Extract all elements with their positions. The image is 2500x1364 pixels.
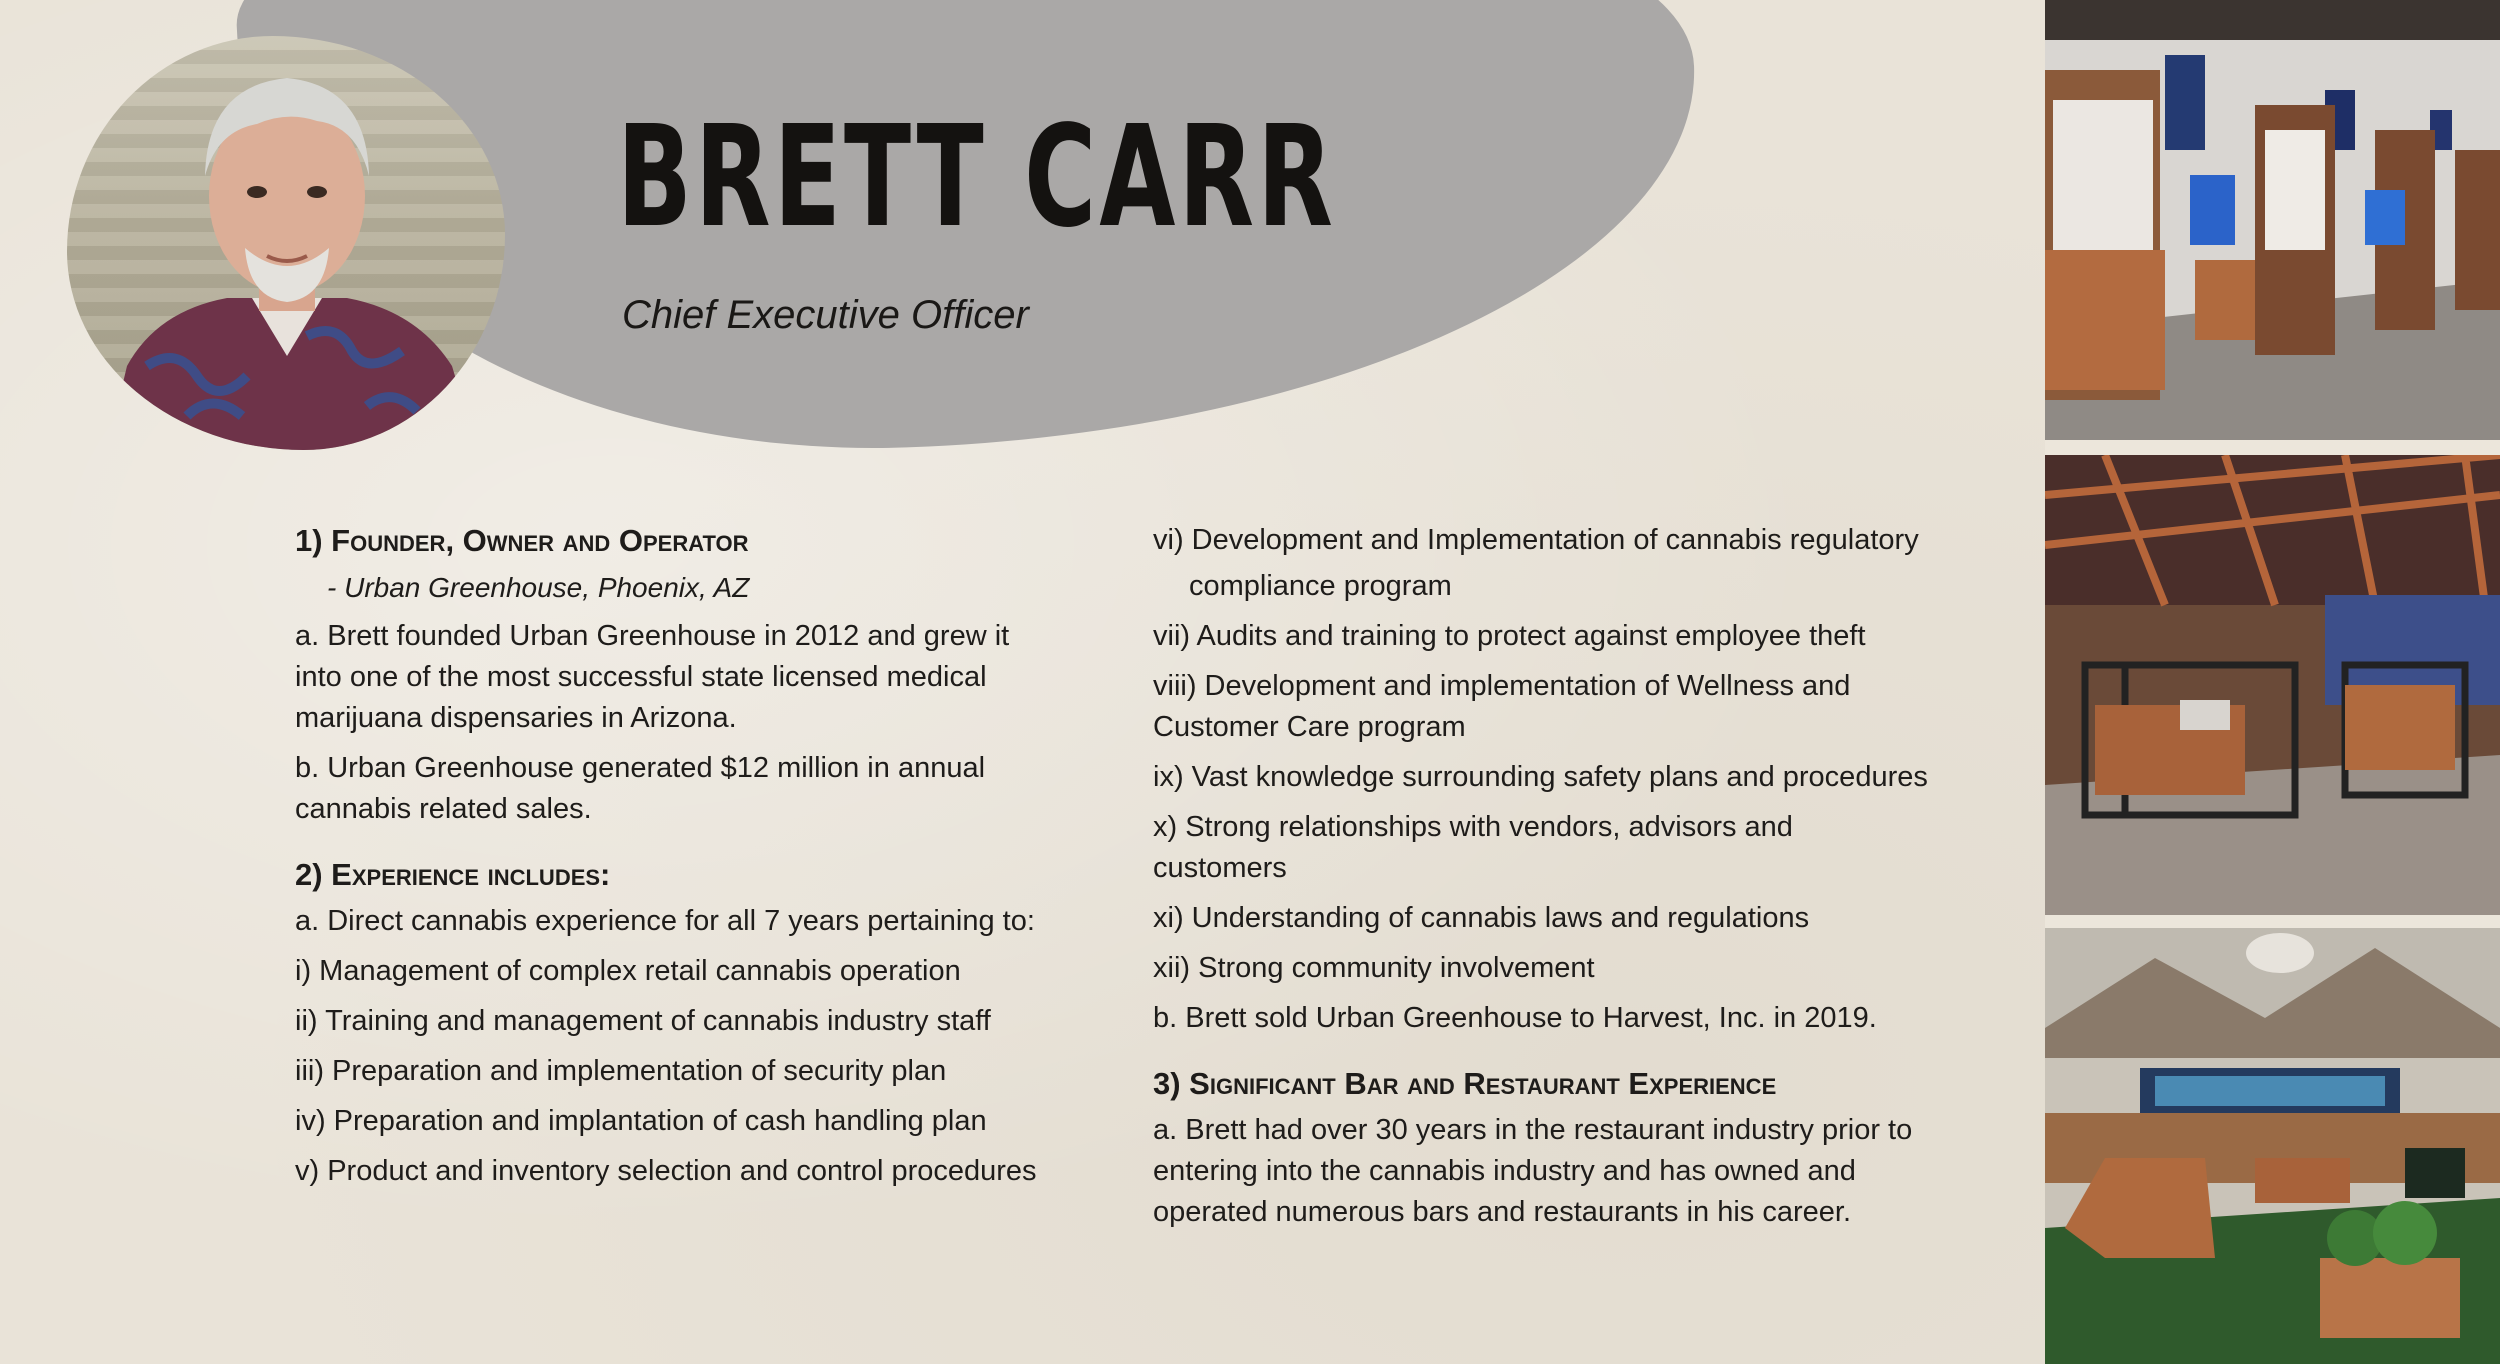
- section-heading: 1) Founder, Owner and Operator: [295, 523, 749, 558]
- list-item: a. Direct cannabis experience for all 7 years pertaining to:: [295, 905, 1035, 937]
- section-heading: 2) Experience includes:: [295, 857, 611, 892]
- list-item: x) Strong relationships with vendors, advisors and customers: [1153, 811, 1793, 884]
- list-item: viii) Development and implementation of Wellness and Customer Care program: [1153, 670, 1851, 743]
- person-title: Chief Executive Officer: [622, 293, 1029, 337]
- person-name: BRETT CARR: [617, 96, 1337, 259]
- list-item: ii) Training and management of cannabis industry staff: [295, 1005, 991, 1037]
- list-item: vi) Development and Implementation of cannabis regulatory: [1153, 524, 1919, 556]
- list-item: v) Product and inventory selection and control procedures: [295, 1155, 1037, 1187]
- list-item: vii) Audits and training to protect against employee theft: [1153, 620, 1866, 652]
- store-photo-lounge: [2045, 928, 2500, 1364]
- list-item: iii) Preparation and implementation of security plan: [295, 1055, 947, 1087]
- store-photo-interior: [2045, 455, 2500, 915]
- list-item: xii) Strong community involvement: [1153, 952, 1595, 984]
- list-item: b. Brett sold Urban Greenhouse to Harvest, Inc. in 2019.: [1153, 1002, 1877, 1034]
- left-column: [295, 520, 1055, 1201]
- list-item: a. Brett founded Urban Greenhouse in 2012 and grew it into one of the most successful state licensed medical marijuana dispensaries in Arizona.: [295, 620, 1010, 734]
- section-subheading: - Urban Greenhouse, Phoenix, AZ: [327, 572, 750, 603]
- list-item: b. Urban Greenhouse generated $12 million in annual cannabis related sales.: [295, 752, 986, 825]
- list-item: xi) Understanding of cannabis laws and regulations: [1153, 902, 1810, 934]
- list-item: compliance program: [1189, 570, 1452, 602]
- section-heading: 3) Significant Bar and Restaurant Experience: [1153, 1066, 1777, 1101]
- portrait-photo: [67, 36, 505, 450]
- store-photo-shelves: [2045, 0, 2500, 440]
- list-item: i) Management of complex retail cannabis operation: [295, 955, 961, 987]
- list-item: a. Brett had over 30 years in the restaurant industry prior to entering into the cannabis industry and has owned and operated numerous bars and restaurants in his career.: [1153, 1114, 1913, 1228]
- right-column: [1153, 520, 1933, 1242]
- list-item: ix) Vast knowledge surrounding safety plans and procedures: [1153, 761, 1928, 793]
- list-item: iv) Preparation and implantation of cash handling plan: [295, 1105, 987, 1137]
